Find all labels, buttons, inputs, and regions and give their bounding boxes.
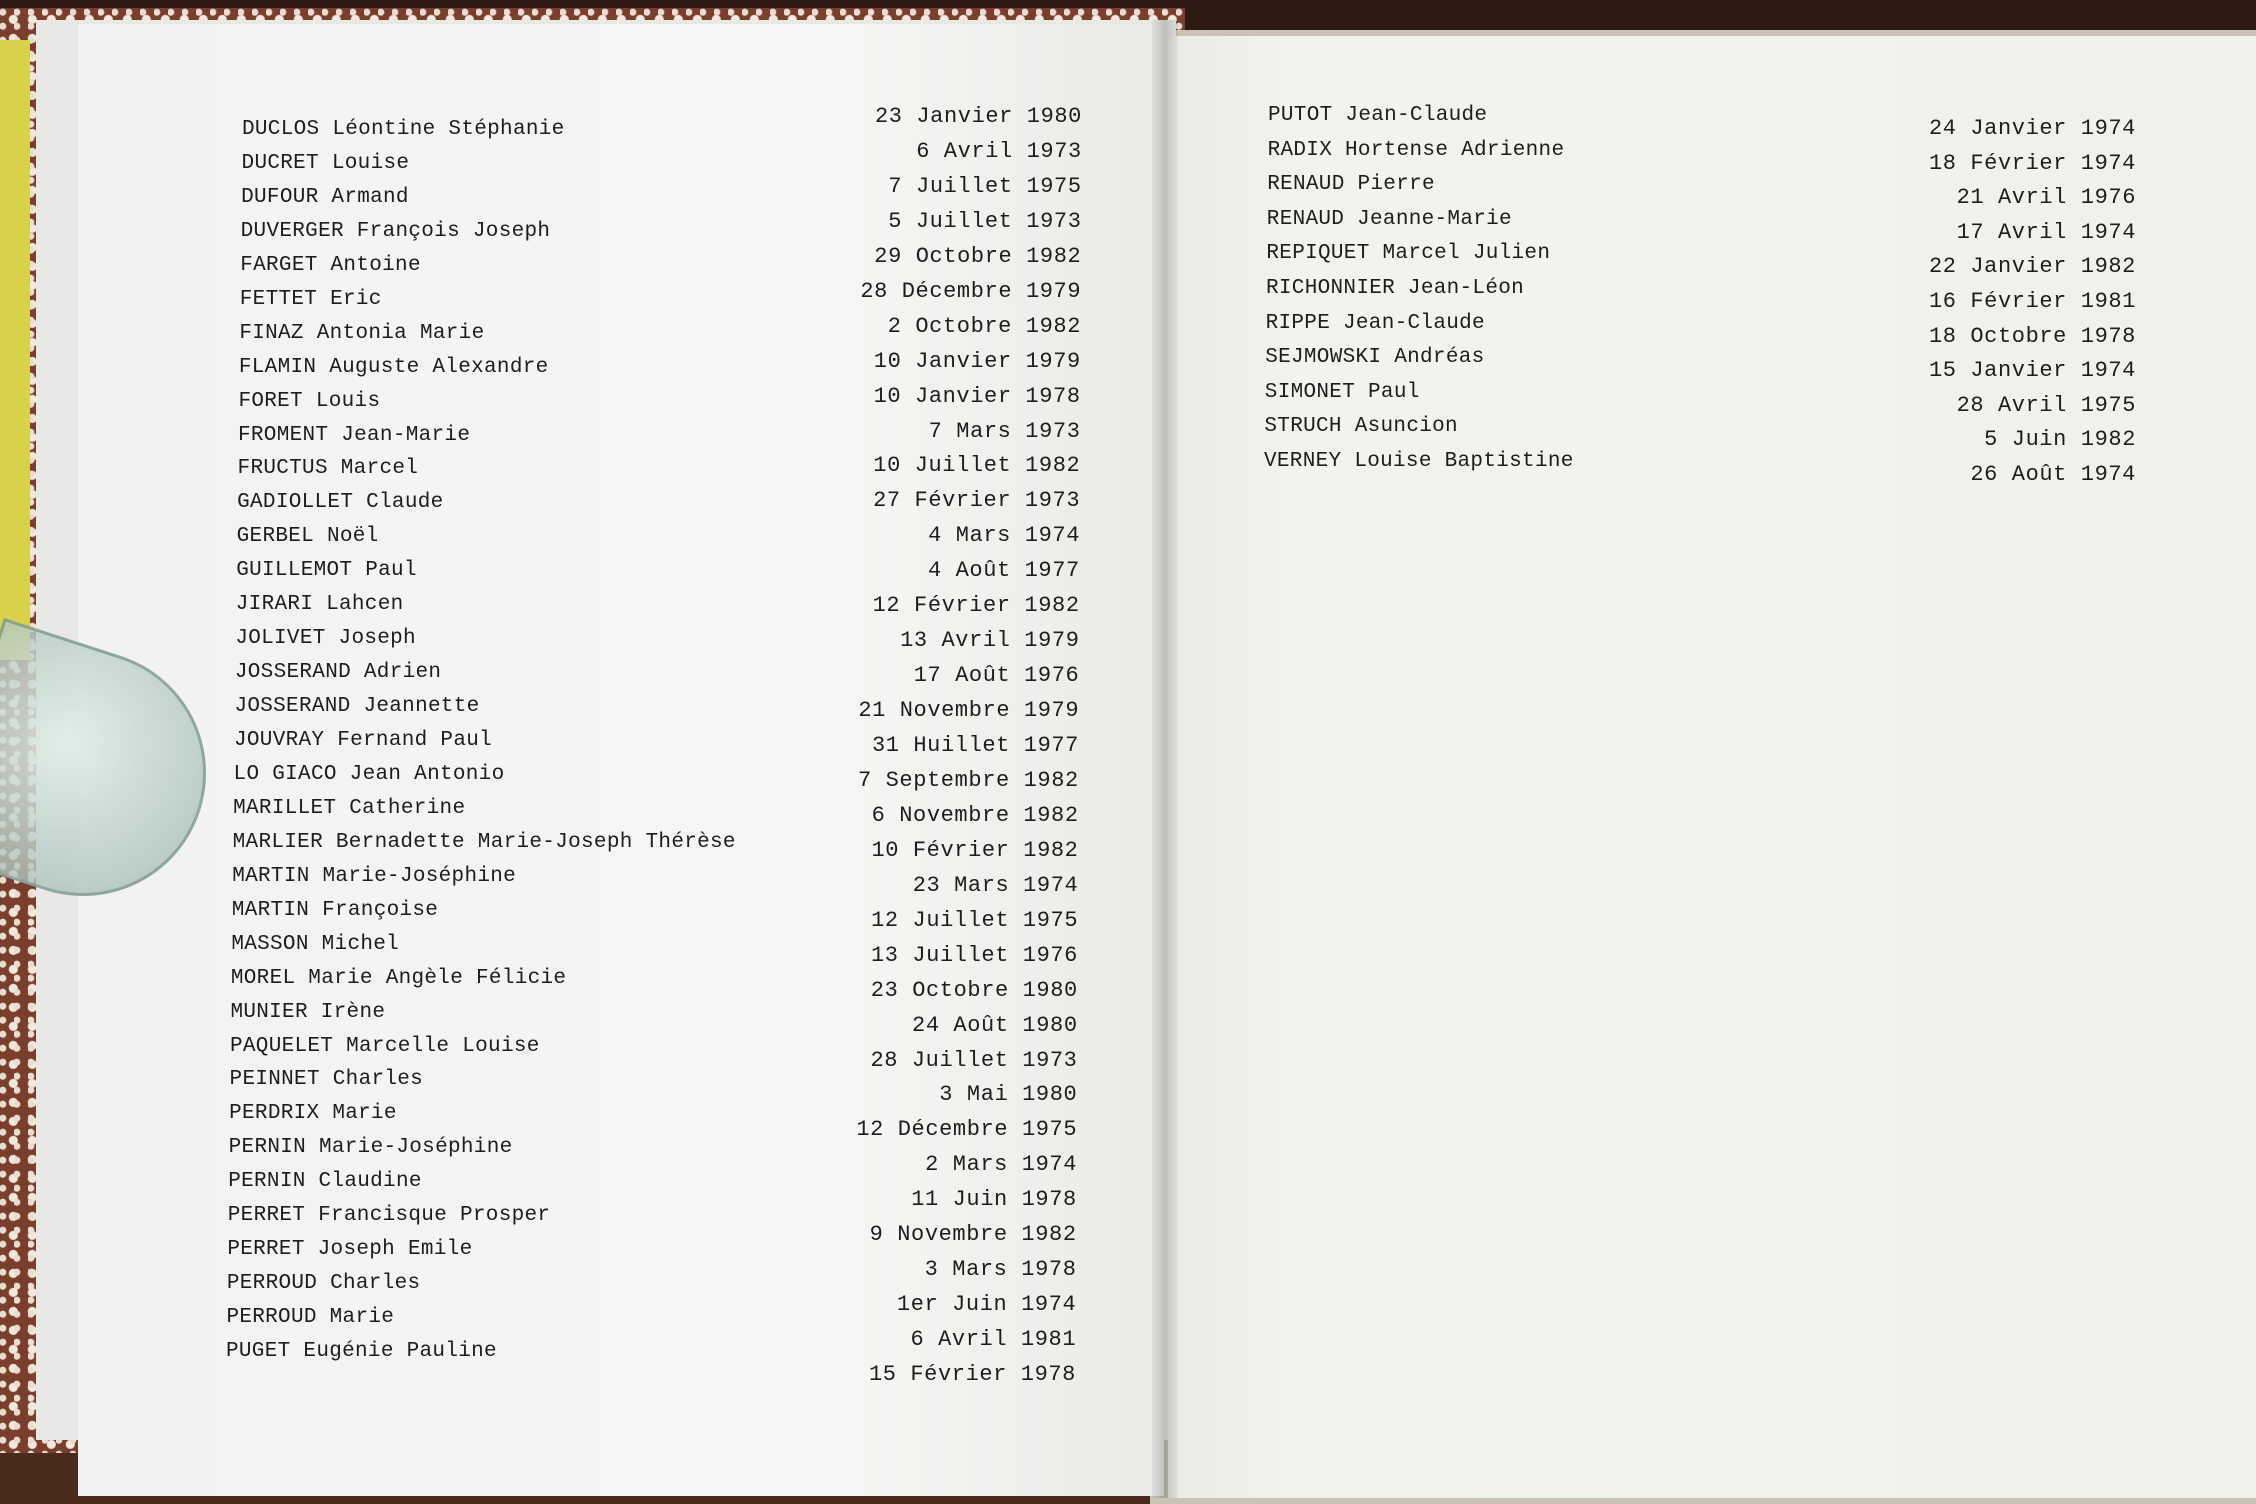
entry-date: 6 Avril 1981 [910,1327,1077,1353]
entry-date: 5 Juin 1982 [1984,427,2136,453]
book-spine [1152,20,1178,1498]
entry-date: 12 Février 1982 [872,593,1080,619]
entry-date: 4 Mars 1974 [928,523,1080,549]
entry-date: 28 Décembre 1979 [860,278,1082,304]
entry-date: 10 Janvier 1979 [873,348,1081,374]
entry-date: 10 Janvier 1978 [873,383,1081,409]
entry-date: 24 Janvier 1974 [1928,116,2136,141]
entry-name: PAQUELET Marcelle Louise [230,1034,540,1058]
entry-date: 17 Avril 1974 [1956,219,2136,245]
entry-name: VERNEY Louise Baptistine [1264,450,1574,473]
entry-date: 5 Juillet 1973 [888,208,1082,234]
entry-date: 15 Janvier 1974 [1928,358,2136,384]
entry-name: FLAMIN Auguste Alexandre [238,355,549,379]
entry-name: PUTOT Jean-Claude [1268,104,1488,127]
entry-name: JOSSERAND Adrien [234,661,442,685]
entry-name: PERDRIX Marie [229,1102,397,1126]
entry-name: SEJMOWSKI Andréas [1265,346,1485,370]
entry-name: PERROUD Charles [226,1272,421,1296]
entry-name: PERRET Francisque Prosper [227,1204,551,1228]
entry-name: FRUCTUS Marcel [237,457,419,481]
entry-name: RENAUD Jeanne-Marie [1266,207,1512,231]
entry-date: 23 Mars 1974 [912,872,1079,898]
entry-date: 17 Août 1976 [913,663,1080,689]
entry-name: MARLIER Bernadette Marie-Joseph Thérèse [232,830,736,854]
entry-name: DUVERGER François Joseph [240,219,551,243]
entry-date: 2 Octobre 1982 [887,313,1081,339]
entry-name: MOREL Marie Angèle Félicie [230,966,567,990]
entry-date: 9 Novembre 1982 [869,1222,1077,1248]
entry-name: FROMENT Jean-Marie [238,423,471,447]
entry-date: 26 Août 1974 [1970,462,2136,487]
entry-date: 7 Septembre 1982 [857,767,1079,793]
entry-date: 12 Décembre 1975 [856,1117,1078,1143]
entry-date: 7 Juillet 1975 [888,173,1082,199]
entry-name: FINAZ Antonia Marie [239,321,485,345]
entry-date: 23 Janvier 1980 [874,104,1082,129]
entry-name: JIRARI Lahcen [235,593,404,617]
entry-date: 15 Février 1978 [868,1362,1076,1387]
entry-date: 13 Avril 1979 [900,628,1080,654]
entry-name: JOLIVET Joseph [235,627,416,651]
entry-date: 6 Novembre 1982 [871,802,1079,828]
entry-date: 10 Février 1982 [871,837,1079,863]
entry-name: RICHONNIER Jean-Léon [1266,277,1525,300]
entry-date: 4 Août 1977 [928,558,1080,584]
entry-name: RADIX Hortense Adrienne [1267,138,1565,162]
entry-date: 3 Mars 1978 [924,1257,1077,1283]
entry-date: 2 Mars 1974 [925,1152,1077,1178]
yellow-folder-edge [0,40,30,660]
entry-date: 3 Mai 1980 [939,1082,1078,1108]
entry-name: JOSSERAND Jeannette [234,695,480,719]
entry-name: RIPPE Jean-Claude [1265,311,1485,335]
entry-name: LO GIACO Jean Antonio [233,762,505,786]
entry-name: PUGET Eugénie Pauline [226,1340,497,1363]
entry-name: SIMONET Paul [1264,380,1420,404]
entry-date: 16 Février 1981 [1928,289,2136,314]
entry-date: 18 Février 1974 [1928,150,2136,176]
entry-date: 6 Avril 1973 [916,138,1082,164]
entry-name: DUCLOS Léontine Stéphanie [242,118,565,141]
entry-name: FETTET Eric [239,287,382,311]
entry-name: MASSON Michel [231,932,400,956]
entry-date: 13 Juillet 1976 [870,942,1078,968]
entry-name: RENAUD Pierre [1267,173,1435,197]
entry-name: PERRET Joseph Emile [227,1238,473,1262]
entry-name: MARILLET Catherine [233,796,466,820]
entry-name: JOUVRAY Fernand Paul [234,729,493,752]
entry-date: 28 Juillet 1973 [870,1047,1078,1073]
entry-name: MUNIER Irène [230,1000,386,1024]
entry-name: DUCRET Louise [241,151,410,175]
entry-date: 10 Juillet 1982 [873,453,1081,479]
entry-name: PEINNET Charles [229,1068,424,1092]
entry-name: STRUCH Asuncion [1264,415,1458,439]
entry-name: MARTIN Marie-Joséphine [232,864,517,888]
entry-name: PERROUD Marie [226,1306,395,1330]
entry-name: GUILLEMOT Paul [236,559,417,583]
entry-name: PERNIN Marie-Joséphine [228,1136,513,1160]
entry-name: DUFOUR Armand [241,185,409,209]
entry-date: 31 Huillet 1977 [871,733,1079,758]
entry-name: PERNIN Claudine [228,1170,422,1194]
entry-date: 29 Octobre 1982 [874,243,1082,269]
entry-date: 12 Juillet 1975 [871,907,1079,933]
entry-date: 21 Novembre 1979 [858,698,1080,724]
entry-date: 27 Février 1973 [873,488,1081,514]
entry-date: 24 Août 1980 [912,1012,1078,1038]
entry-name: MARTIN Françoise [231,898,439,922]
entry-date: 1er Juin 1974 [896,1292,1077,1318]
entry-date: 22 Janvier 1982 [1928,254,2136,280]
entry-name: GADIOLLET Claude [237,491,444,515]
entry-name: FORET Louis [238,389,381,413]
entry-name: FARGET Antoine [240,253,421,277]
entry-date: 7 Mars 1973 [928,418,1081,444]
entry-name: REPIQUET Marcel Julien [1266,242,1551,266]
entry-date: 21 Avril 1976 [1956,185,2136,211]
entry-name: GERBEL Noël [236,525,379,549]
entry-date: 11 Juin 1978 [911,1187,1077,1213]
entry-date: 23 Octobre 1980 [870,977,1078,1003]
entry-date: 28 Avril 1975 [1956,392,2136,418]
entry-date: 18 Octobre 1978 [1928,323,2136,349]
